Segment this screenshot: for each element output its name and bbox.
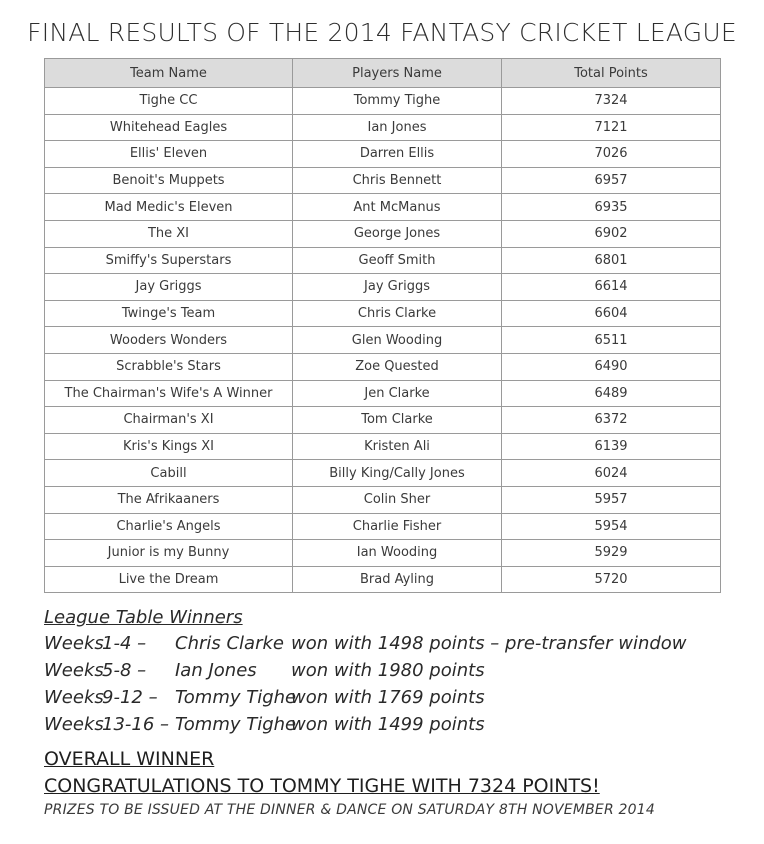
header-players-name: Players Name (293, 59, 502, 88)
team-name-cell: The Afrikaaners (45, 486, 293, 513)
winner-name: Tommy Tighe (175, 687, 297, 708)
table-row (45, 460, 721, 487)
league-table-winners (44, 606, 744, 738)
winner-result: won with 1769 points (291, 687, 485, 708)
points-cell: 6957 (502, 167, 721, 194)
team-name-cell: Charlie's Angels (45, 513, 293, 540)
team-name-cell: Ellis' Eleven (45, 141, 293, 168)
player-name-cell: George Jones (293, 220, 502, 247)
team-name-cell: Mad Medic's Eleven (45, 194, 293, 221)
player-name-cell: Jay Griggs (293, 274, 502, 301)
table-row (45, 194, 721, 221)
player-name-cell: Brad Ayling (293, 566, 502, 593)
table-row (45, 513, 721, 540)
table-row (45, 566, 721, 593)
player-name-cell: Tommy Tighe (293, 88, 502, 115)
points-cell: 6490 (502, 353, 721, 380)
team-name-cell: The Chairman's Wife's A Winner (45, 380, 293, 407)
week-range: 5-8 – (102, 660, 147, 681)
winner-name: Chris Clarke (175, 633, 284, 654)
player-name-cell: Ian Wooding (293, 540, 502, 567)
player-name-cell: Zoe Quested (293, 353, 502, 380)
points-cell: 6024 (502, 460, 721, 487)
player-name-cell: Tom Clarke (293, 407, 502, 434)
winner-name: Ian Jones (175, 660, 257, 681)
overall-winner-section (44, 746, 744, 800)
points-cell: 7324 (502, 88, 721, 115)
points-cell: 5929 (502, 540, 721, 567)
team-name-cell: Cabill (45, 460, 293, 487)
team-name-cell: Kris's Kings XI (45, 433, 293, 460)
team-name-cell: Chairman's XI (45, 407, 293, 434)
table-row (45, 433, 721, 460)
table-row (45, 380, 721, 407)
points-cell: 6139 (502, 433, 721, 460)
overall-winner-heading: OVERALL WINNER (44, 748, 215, 770)
points-cell: 5954 (502, 513, 721, 540)
points-cell: 6614 (502, 274, 721, 301)
results-table (44, 58, 721, 593)
team-name-cell: Wooders Wonders (45, 327, 293, 354)
week-range: 13-16 – (102, 714, 170, 735)
player-name-cell: Geoff Smith (293, 247, 502, 274)
congratulations-line: CONGRATULATIONS TO TOMMY TIGHE WITH 7324 POINTS! (44, 775, 600, 797)
table-row (45, 353, 721, 380)
prizes-note: PRIZES TO BE ISSUED AT THE DINNER & DANCE ON SATURDAY 8TH NOVEMBER 2014 (44, 802, 655, 818)
points-cell: 6935 (502, 194, 721, 221)
week-label: Weeks (44, 633, 104, 654)
header-total-points: Total Points (502, 59, 721, 88)
table-row (45, 540, 721, 567)
table-row (45, 88, 721, 115)
week-label: Weeks (44, 687, 104, 708)
points-cell: 6372 (502, 407, 721, 434)
winner-result: won with 1980 points (291, 660, 485, 681)
table-row (45, 220, 721, 247)
header-team-name: Team Name (45, 59, 293, 88)
player-name-cell: Charlie Fisher (293, 513, 502, 540)
player-name-cell: Darren Ellis (293, 141, 502, 168)
points-cell: 6489 (502, 380, 721, 407)
table-row (45, 274, 721, 301)
table-row (45, 300, 721, 327)
points-cell: 7026 (502, 141, 721, 168)
winner-result: won with 1499 points (291, 714, 485, 735)
points-cell: 5957 (502, 486, 721, 513)
winner-result: won with 1498 points – pre-transfer window (291, 633, 687, 654)
table-row (45, 141, 721, 168)
team-name-cell: Smiffy's Superstars (45, 247, 293, 274)
table-row (45, 114, 721, 141)
player-name-cell: Chris Clarke (293, 300, 502, 327)
points-cell: 7121 (502, 114, 721, 141)
week-range: 1-4 – (102, 633, 147, 654)
player-name-cell: Colin Sher (293, 486, 502, 513)
table-row (45, 327, 721, 354)
table-row (45, 407, 721, 434)
team-name-cell: Jay Griggs (45, 274, 293, 301)
points-cell: 6604 (502, 300, 721, 327)
team-name-cell: Junior is my Bunny (45, 540, 293, 567)
team-name-cell: Tighe CC (45, 88, 293, 115)
points-cell: 6902 (502, 220, 721, 247)
player-name-cell: Jen Clarke (293, 380, 502, 407)
team-name-cell: Whitehead Eagles (45, 114, 293, 141)
points-cell: 6801 (502, 247, 721, 274)
points-cell: 5720 (502, 566, 721, 593)
team-name-cell: Benoit's Muppets (45, 167, 293, 194)
table-row (45, 247, 721, 274)
player-name-cell: Ant McManus (293, 194, 502, 221)
week-label: Weeks (44, 660, 104, 681)
winners-heading: League Table Winners (44, 607, 243, 628)
player-name-cell: Glen Wooding (293, 327, 502, 354)
week-winner-row (44, 711, 744, 738)
week-winner-row (44, 630, 744, 657)
week-winner-row (44, 684, 744, 711)
team-name-cell: The XI (45, 220, 293, 247)
team-name-cell: Scrabble's Stars (45, 353, 293, 380)
week-range: 9-12 – (102, 687, 158, 708)
table-row (45, 167, 721, 194)
team-name-cell: Live the Dream (45, 566, 293, 593)
page-title: FINAL RESULTS OF THE 2014 FANTASY CRICKET LEAGUE (27, 18, 737, 47)
player-name-cell: Chris Bennett (293, 167, 502, 194)
table-row (45, 486, 721, 513)
player-name-cell: Kristen Ali (293, 433, 502, 460)
week-label: Weeks (44, 714, 104, 735)
winner-name: Tommy Tighe (175, 714, 297, 735)
points-cell: 6511 (502, 327, 721, 354)
player-name-cell: Ian Jones (293, 114, 502, 141)
player-name-cell: Billy King/Cally Jones (293, 460, 502, 487)
table-header-row (45, 59, 721, 88)
week-winner-row (44, 657, 744, 684)
team-name-cell: Twinge's Team (45, 300, 293, 327)
